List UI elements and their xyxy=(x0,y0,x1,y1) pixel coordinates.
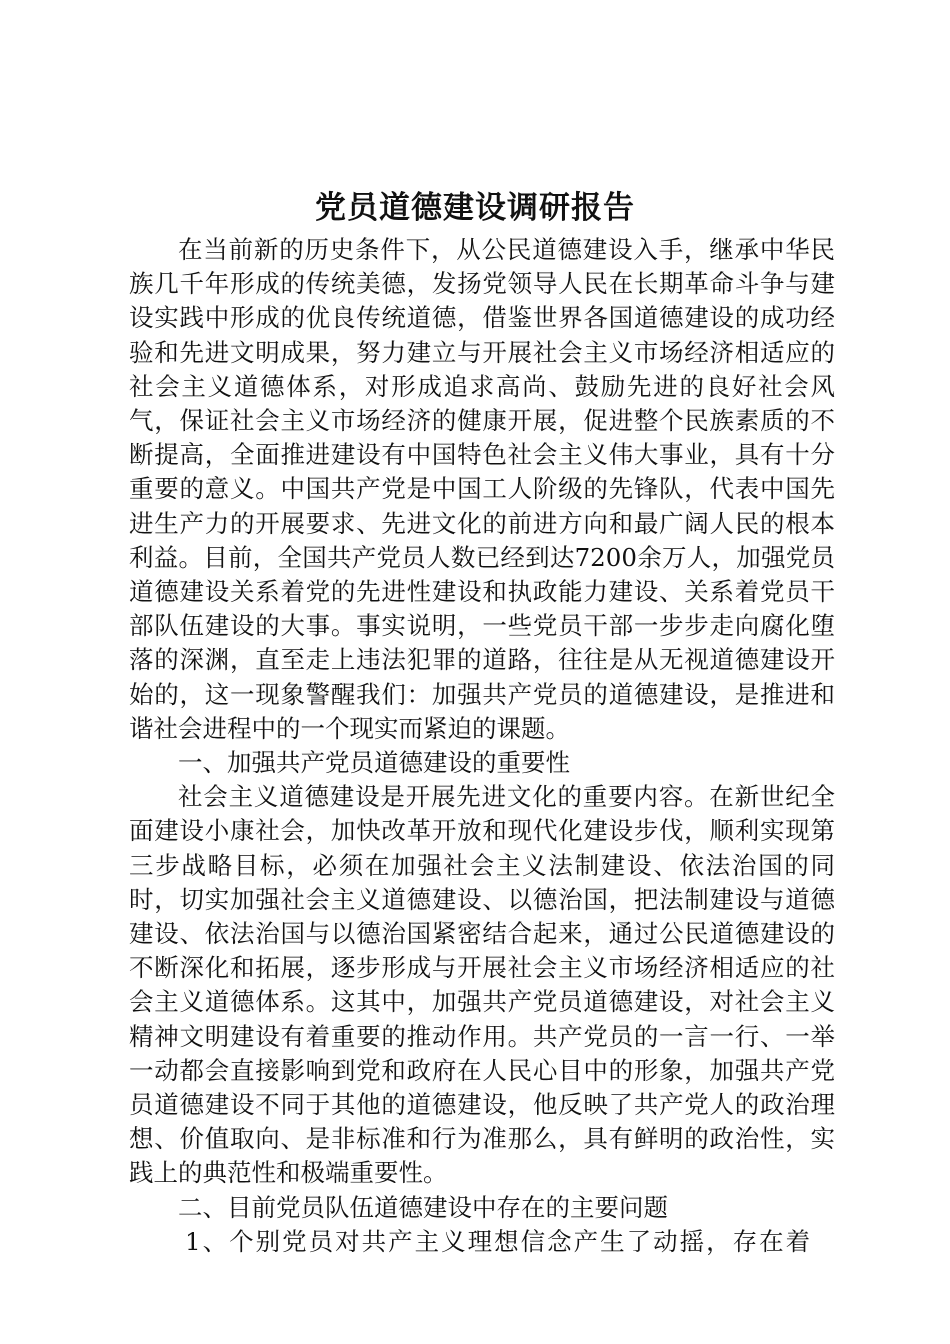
document-title: 党员道德建设调研报告 xyxy=(315,190,635,226)
section-heading-1: 一、加强共产党员道德建设的重要性 xyxy=(178,748,570,778)
section-1-paragraph: 社会主义道德建设是开展先进文化的重要内容。在新世纪全面建设小康社会，加快改革开放和现代化建设步伐，顺利实现第三步战略目标，必须在加强社会主义法制建设、依法治国的同时，切实加强社会主义道德建设、以德治国，把法制建设与道德建设、依法治国与以德治国紧密结合起来，通过公民道德建设的不断深化和拓展，逐步形成与开展社会主义市场经济相适应的社会主义道德体系。这其中，加强共产党员道德建设，对社会主义精神文明建设有着重要的推动作用。共产党员的一言一行、一举一动都会直接影响到党和政府在人民心目中的形象，加强共产党员道德建设不同于其他的道德建设，他反映了共产党人的政治理想、价值取向、是非标准和行为准那么，具有鲜明的政治性，实践上的典范性和极端重要性。 xyxy=(129,782,835,1188)
intro-paragraph: 在当前新的历史条件下，从公民道德建设入手，继承中华民族几千年形成的传统美德，发扬党领导人民在长期革命斗争与建设实践中形成的优良传统道德，借鉴世界各国道德建设的成功经验和先进文明成果，努力建立与开展社会主义市场经济相适应的社会主义道德体系，对形成追求高尚、鼓励先进的良好社会风气，保证社会主义市场经济的健康开展，促进整个民族素质的不断提高，全面推进建设有中国特色社会主义伟大事业，具有十分重要的意义。中国共产党是中国工人阶级的先锋队，代表中国先进生产力的开展要求、先进文化的前进方向和最广阔人民的根本利益。目前，全国共产党员人数已经到达7200余万人，加强党员道德建设关系着党的先进性建设和执政能力建设、关系着党员干部队伍建设的大事。事实说明，一些党员干部一步步走向腐化堕落的深渊，直至走上违法犯罪的道路，往往是从无视道德建设开始的，这一现象警醒我们：加强共产党员的道德建设，是推进和谐社会进程中的一个现实而紧迫的课题。 xyxy=(129,235,835,743)
section-heading-2: 二、目前党员队伍道德建设中存在的主要问题 xyxy=(178,1192,668,1222)
document-body xyxy=(129,233,835,1259)
numbered-item-1: 1、个别党员对共产主义理想信念产生了动摇，存在着 xyxy=(185,1226,813,1256)
